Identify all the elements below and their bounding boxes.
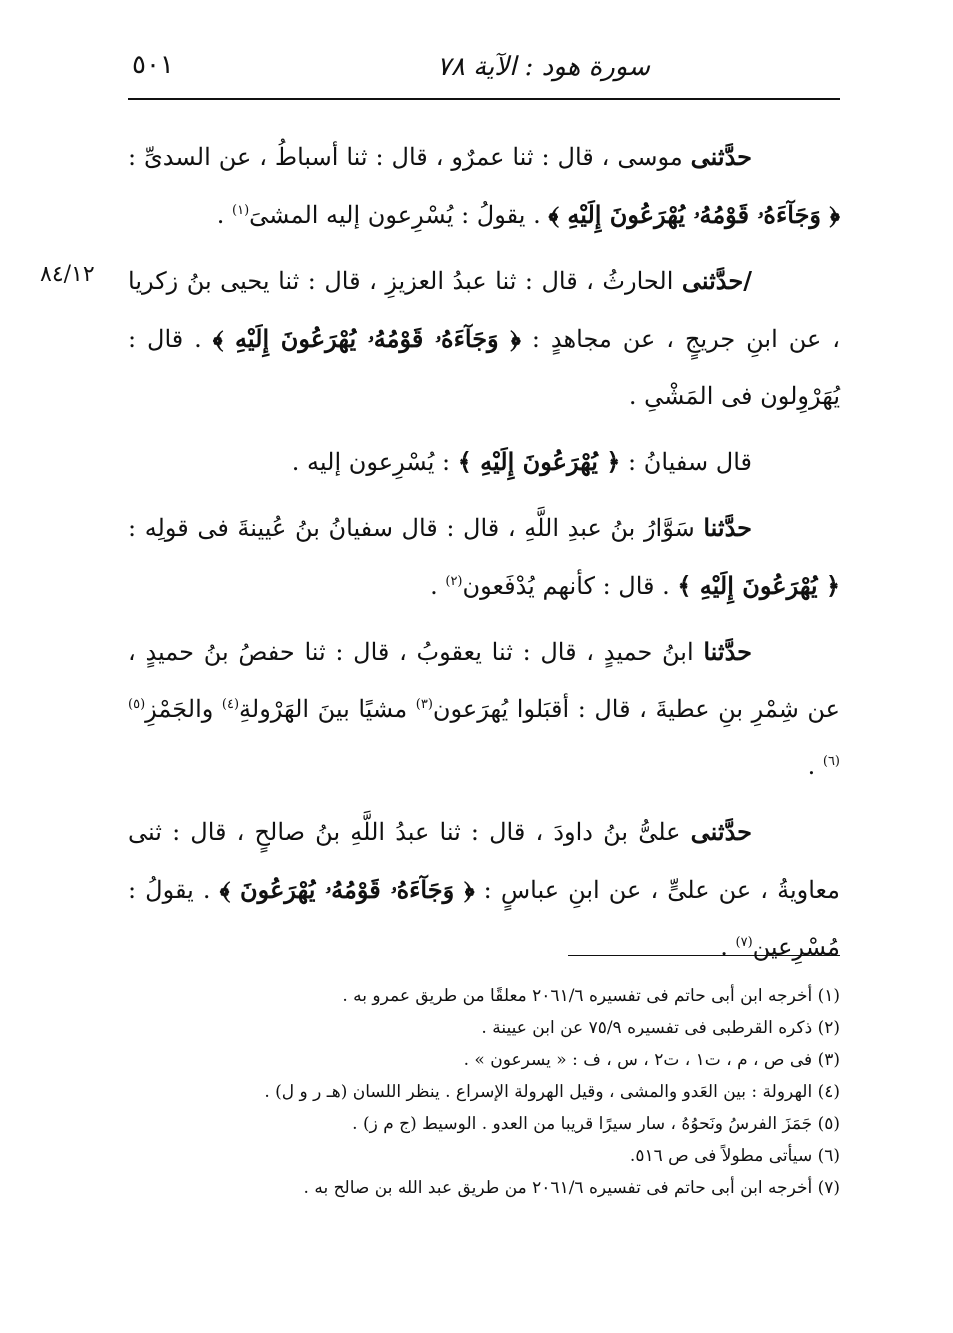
running-header	[128, 48, 840, 92]
header-title: سورة هود : الآية ٧٨	[436, 52, 650, 82]
footnote-3: (٣) فى ص ، م ، ت١ ، ت٢ ، س ، ف : « يسرعون » .	[463, 1050, 840, 1070]
page-number: ٥٠١	[132, 50, 174, 80]
footnote-5: (٥) جَمَزَ الفرسُ ونَحوُهُ ، سار سيرًا قريبا من العدو . الوسيط (ج م ز) .	[352, 1114, 840, 1134]
paragraph-text: الحارثُ ، قال : ثنا عبدُ العزيزِ ، قال : ثنا يحيى بنُ زكريا ، عن ابنِ جريجٍ ، عن مجاهدٍ :	[128, 267, 840, 353]
paragraph-text: قال سفيانُ :	[620, 448, 752, 476]
footnote-4: (٤) الهرولة : بين العَدو والمشى ، وقيل الهرولة الإسراع . ينظر اللسان (هـ ر و ل) .	[264, 1082, 840, 1102]
footnote-ref[interactable]: (١)	[232, 203, 250, 218]
paragraph-5	[128, 623, 840, 795]
paragraph-text: . قال : كأنهم يُدْفَعون	[462, 572, 678, 600]
quran-quote: ﴿ وَجَآءَهُۥ قَوْمُهُۥ يُهْرَعُونَ إِلَيْهِ ﴾	[548, 200, 840, 229]
paragraph-text: علىُّ بنُ داودَ ، قال : ثنا عبدُ اللَّهِ بنُ صالحٍ ، قال : ثنى معاويةُ ، عن علىٍّ ، عن ابنِ عباسٍ :	[128, 818, 840, 904]
narration-lead: حدَّثنى	[690, 817, 752, 846]
narration-lead: حدَّثنا	[703, 513, 752, 542]
quran-quote: ﴿ وَجَآءَهُۥ قَوْمُهُۥ يُهْرَعُونَ إِلَيْهِ ﴾	[212, 324, 521, 353]
paragraph-text: موسى ، قال : ثنا عمرٌو ، قال : ثنا أسباطُ ، عن السدىِّ :	[128, 143, 691, 171]
paragraph-text: .	[216, 201, 233, 229]
quran-quote: ﴿ يُهْرَعُونَ إِلَيْهِ ﴾	[677, 571, 840, 600]
main-text	[128, 128, 840, 984]
footnote-divider	[568, 955, 840, 956]
paragraph-text: . يقولُ : يُسْرِعون إليه المشىَ	[249, 201, 549, 229]
paragraph-text: سَوَّارُ بنُ عبدِ اللَّهِ ، قال : قال سفيانُ بنُ عُيينةَ فى قولِه :	[128, 514, 704, 542]
paragraph-1	[128, 128, 840, 244]
paragraph-3	[128, 433, 840, 491]
footnote-1: (١) أخرجه ابن أبى حاتم فى تفسيره ٢٠٦١/٦ معلقًا من طريق عمرو به .	[342, 986, 840, 1006]
paragraph-2	[128, 252, 840, 425]
footnote-7: (٧) أخرجه ابن أبى حاتم فى تفسيره ٢٠٦١/٦ من طريق عبد الله بن صالح به .	[303, 1178, 840, 1198]
narration-lead: حدَّثنا	[703, 637, 752, 666]
paragraph-text: .	[807, 752, 823, 780]
paragraph-text: .	[720, 933, 736, 961]
paragraph-text: والجَمْزِ	[145, 695, 222, 723]
paragraph-text: .	[430, 572, 446, 600]
narration-lead: حدَّثنى	[690, 142, 752, 171]
footnote-6: (٦) سيأتى مطولاً فى ص ٥١٦.	[629, 1146, 840, 1166]
paragraph-text: مشيًا بينَ الهَرْولةِ	[239, 695, 416, 723]
quran-quote: ﴿ وَجَآءَهُۥ قَوْمُهُۥ يُهْرَعُونَ ﴾	[219, 875, 475, 904]
footnote-ref[interactable]: (٣)	[415, 697, 433, 712]
footnote-2: (٢) ذكره القرطبى فى تفسيره ٧٥/٩ عن ابن عيينة .	[481, 1018, 840, 1038]
quran-quote: ﴿ يُهْرَعُونَ إِلَيْهِ ﴾	[457, 447, 621, 476]
paragraph-6	[128, 803, 840, 976]
footnote-ref[interactable]: (٢)	[445, 574, 463, 589]
paragraph-text: : يُسْرِعون إليه .	[291, 448, 458, 476]
paragraph-text: . يقولُ : مُسْرِعين	[128, 876, 840, 961]
paragraph-text: ابنُ حميدٍ ، قال : ثنا يعقوبُ ، قال : ثنا حفصُ بنُ حميدٍ ، عن شِمْرِ بنِ عطيةَ ، قال : أقبَلوا يُهرَعون	[128, 638, 840, 723]
narration-lead: /حدَّثنى	[681, 266, 752, 295]
footnote-ref[interactable]: (٧)	[735, 935, 753, 950]
footnotes	[128, 980, 840, 1204]
footnote-ref[interactable]: (٤)	[221, 697, 240, 712]
header-divider	[128, 98, 840, 100]
margin-reference: ٨٤/١٢	[40, 262, 95, 287]
paragraph-text: . قال : يُهَرْوِلون فى المَشْىِ .	[128, 325, 840, 410]
footnote-ref[interactable]: (٥)(٦)	[128, 697, 840, 769]
paragraph-4	[128, 499, 840, 615]
